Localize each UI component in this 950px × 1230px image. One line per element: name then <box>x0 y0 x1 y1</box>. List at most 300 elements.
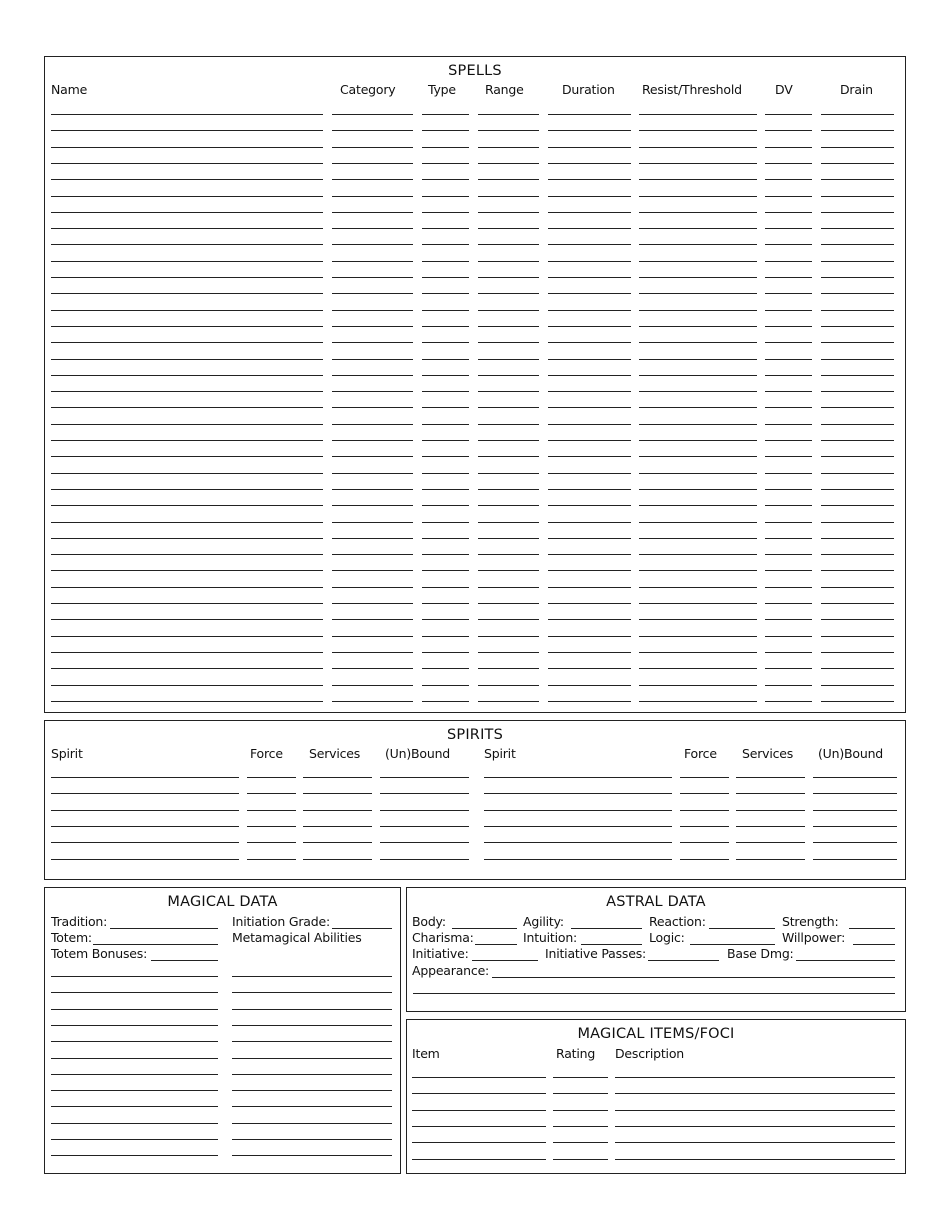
spell-line-row-29-col-1[interactable] <box>51 570 323 571</box>
magical-data-line-row-6-col-2[interactable] <box>232 1058 392 1059</box>
spell-line-row-12-col-4[interactable] <box>478 293 539 294</box>
spirit-line-row-1-col-4[interactable] <box>380 777 469 778</box>
spell-line-row-28-col-4[interactable] <box>478 554 539 555</box>
spirit-line-row-2-col-4[interactable] <box>380 793 469 794</box>
spell-line-row-26-col-1[interactable] <box>51 522 323 523</box>
spirit-line-row-3-col-5[interactable] <box>484 810 672 811</box>
spell-line-row-11-col-7[interactable] <box>765 277 812 278</box>
spell-line-row-5-col-8[interactable] <box>821 179 894 180</box>
spell-line-row-19-col-6[interactable] <box>639 407 757 408</box>
spell-line-row-15-col-1[interactable] <box>51 342 323 343</box>
spell-line-row-21-col-1[interactable] <box>51 440 323 441</box>
spell-line-row-36-col-8[interactable] <box>821 685 894 686</box>
spell-line-row-8-col-1[interactable] <box>51 228 323 229</box>
spell-line-row-9-col-2[interactable] <box>332 244 413 245</box>
agility-field[interactable] <box>571 928 642 929</box>
spell-line-row-36-col-1[interactable] <box>51 685 323 686</box>
spell-line-row-14-col-1[interactable] <box>51 326 323 327</box>
spirit-line-row-6-col-4[interactable] <box>380 859 469 860</box>
spell-line-row-28-col-6[interactable] <box>639 554 757 555</box>
spell-line-row-37-col-7[interactable] <box>765 701 812 702</box>
spell-line-row-1-col-1[interactable] <box>51 114 323 115</box>
spell-line-row-2-col-6[interactable] <box>639 130 757 131</box>
foci-line-row-2-col-2[interactable] <box>553 1093 608 1094</box>
spell-line-row-4-col-8[interactable] <box>821 163 894 164</box>
spell-line-row-4-col-2[interactable] <box>332 163 413 164</box>
spell-line-row-37-col-3[interactable] <box>422 701 469 702</box>
foci-line-row-4-col-2[interactable] <box>553 1126 608 1127</box>
foci-line-row-1-col-2[interactable] <box>553 1077 608 1078</box>
spirit-line-row-5-col-8[interactable] <box>813 842 897 843</box>
spell-line-row-1-col-4[interactable] <box>478 114 539 115</box>
spirit-line-row-4-col-4[interactable] <box>380 826 469 827</box>
magical-data-line-row-4-col-1[interactable] <box>51 1025 218 1026</box>
spell-line-row-1-col-5[interactable] <box>548 114 631 115</box>
spell-line-row-31-col-7[interactable] <box>765 603 812 604</box>
foci-line-row-6-col-3[interactable] <box>615 1159 895 1160</box>
spell-line-row-10-col-1[interactable] <box>51 261 323 262</box>
spell-line-row-25-col-3[interactable] <box>422 505 469 506</box>
spell-line-row-33-col-4[interactable] <box>478 636 539 637</box>
spell-line-row-1-col-6[interactable] <box>639 114 757 115</box>
spell-line-row-37-col-8[interactable] <box>821 701 894 702</box>
intuition-field[interactable] <box>581 944 642 945</box>
magical-data-line-row-8-col-2[interactable] <box>232 1090 392 1091</box>
spell-line-row-16-col-2[interactable] <box>332 359 413 360</box>
spirit-line-row-2-col-3[interactable] <box>303 793 372 794</box>
spell-line-row-16-col-5[interactable] <box>548 359 631 360</box>
spirit-line-row-5-col-4[interactable] <box>380 842 469 843</box>
spell-line-row-24-col-3[interactable] <box>422 489 469 490</box>
magical-data-line-row-6-col-1[interactable] <box>51 1058 218 1059</box>
spell-line-row-13-col-7[interactable] <box>765 310 812 311</box>
spell-line-row-28-col-8[interactable] <box>821 554 894 555</box>
spell-line-row-18-col-6[interactable] <box>639 391 757 392</box>
spirit-line-row-1-col-1[interactable] <box>51 777 239 778</box>
magical-data-line-row-2-col-1[interactable] <box>51 992 218 993</box>
spell-line-row-10-col-5[interactable] <box>548 261 631 262</box>
spell-line-row-9-col-3[interactable] <box>422 244 469 245</box>
spirit-line-row-4-col-3[interactable] <box>303 826 372 827</box>
spell-line-row-13-col-5[interactable] <box>548 310 631 311</box>
spirit-line-row-3-col-8[interactable] <box>813 810 897 811</box>
spirit-line-row-2-col-5[interactable] <box>484 793 672 794</box>
spell-line-row-7-col-5[interactable] <box>548 212 631 213</box>
spell-line-row-25-col-6[interactable] <box>639 505 757 506</box>
spell-line-row-26-col-3[interactable] <box>422 522 469 523</box>
spirit-line-row-6-col-5[interactable] <box>484 859 672 860</box>
spell-line-row-15-col-7[interactable] <box>765 342 812 343</box>
spell-line-row-37-col-6[interactable] <box>639 701 757 702</box>
spell-line-row-13-col-1[interactable] <box>51 310 323 311</box>
spell-line-row-27-col-4[interactable] <box>478 538 539 539</box>
spell-line-row-32-col-4[interactable] <box>478 619 539 620</box>
spell-line-row-2-col-7[interactable] <box>765 130 812 131</box>
spell-line-row-34-col-6[interactable] <box>639 652 757 653</box>
totem-field[interactable] <box>93 944 218 945</box>
spell-line-row-12-col-2[interactable] <box>332 293 413 294</box>
spirit-line-row-1-col-5[interactable] <box>484 777 672 778</box>
spirit-line-row-5-col-6[interactable] <box>680 842 729 843</box>
spell-line-row-4-col-6[interactable] <box>639 163 757 164</box>
spell-line-row-30-col-4[interactable] <box>478 587 539 588</box>
initiative-field[interactable] <box>472 960 538 961</box>
spell-line-row-5-col-3[interactable] <box>422 179 469 180</box>
spell-line-row-13-col-3[interactable] <box>422 310 469 311</box>
spell-line-row-7-col-2[interactable] <box>332 212 413 213</box>
spell-line-row-17-col-7[interactable] <box>765 375 812 376</box>
spell-line-row-28-col-3[interactable] <box>422 554 469 555</box>
spell-line-row-21-col-3[interactable] <box>422 440 469 441</box>
spell-line-row-2-col-4[interactable] <box>478 130 539 131</box>
spell-line-row-27-col-6[interactable] <box>639 538 757 539</box>
spell-line-row-37-col-5[interactable] <box>548 701 631 702</box>
spell-line-row-21-col-7[interactable] <box>765 440 812 441</box>
spell-line-row-3-col-4[interactable] <box>478 147 539 148</box>
spell-line-row-28-col-1[interactable] <box>51 554 323 555</box>
spell-line-row-10-col-8[interactable] <box>821 261 894 262</box>
spell-line-row-22-col-8[interactable] <box>821 456 894 457</box>
spell-line-row-35-col-8[interactable] <box>821 668 894 669</box>
spell-line-row-27-col-7[interactable] <box>765 538 812 539</box>
spirit-line-row-5-col-3[interactable] <box>303 842 372 843</box>
spell-line-row-29-col-6[interactable] <box>639 570 757 571</box>
spell-line-row-24-col-8[interactable] <box>821 489 894 490</box>
spell-line-row-13-col-8[interactable] <box>821 310 894 311</box>
spell-line-row-7-col-7[interactable] <box>765 212 812 213</box>
initiative-passes-field[interactable] <box>648 960 719 961</box>
spell-line-row-25-col-8[interactable] <box>821 505 894 506</box>
spell-line-row-10-col-4[interactable] <box>478 261 539 262</box>
spell-line-row-12-col-8[interactable] <box>821 293 894 294</box>
spell-line-row-32-col-8[interactable] <box>821 619 894 620</box>
spell-line-row-7-col-6[interactable] <box>639 212 757 213</box>
magical-data-line-row-5-col-2[interactable] <box>232 1041 392 1042</box>
spirit-line-row-4-col-6[interactable] <box>680 826 729 827</box>
spell-line-row-19-col-2[interactable] <box>332 407 413 408</box>
foci-line-row-1-col-1[interactable] <box>412 1077 546 1078</box>
spell-line-row-33-col-2[interactable] <box>332 636 413 637</box>
spell-line-row-10-col-2[interactable] <box>332 261 413 262</box>
charisma-field[interactable] <box>475 944 517 945</box>
spirit-line-row-6-col-1[interactable] <box>51 859 239 860</box>
spell-line-row-26-col-2[interactable] <box>332 522 413 523</box>
spell-line-row-6-col-4[interactable] <box>478 196 539 197</box>
spell-line-row-33-col-7[interactable] <box>765 636 812 637</box>
spell-line-row-23-col-8[interactable] <box>821 473 894 474</box>
spell-line-row-10-col-7[interactable] <box>765 261 812 262</box>
spell-line-row-3-col-2[interactable] <box>332 147 413 148</box>
spell-line-row-34-col-4[interactable] <box>478 652 539 653</box>
spell-line-row-14-col-3[interactable] <box>422 326 469 327</box>
spell-line-row-18-col-4[interactable] <box>478 391 539 392</box>
spell-line-row-3-col-6[interactable] <box>639 147 757 148</box>
spell-line-row-32-col-6[interactable] <box>639 619 757 620</box>
appearance-field[interactable] <box>492 977 895 978</box>
spell-line-row-22-col-5[interactable] <box>548 456 631 457</box>
spell-line-row-18-col-7[interactable] <box>765 391 812 392</box>
magical-data-line-row-12-col-1[interactable] <box>51 1155 218 1156</box>
spell-line-row-16-col-7[interactable] <box>765 359 812 360</box>
spell-line-row-36-col-4[interactable] <box>478 685 539 686</box>
spirit-line-row-4-col-8[interactable] <box>813 826 897 827</box>
spell-line-row-37-col-4[interactable] <box>478 701 539 702</box>
spell-line-row-27-col-5[interactable] <box>548 538 631 539</box>
spell-line-row-25-col-7[interactable] <box>765 505 812 506</box>
foci-line-row-5-col-3[interactable] <box>615 1142 895 1143</box>
spell-line-row-25-col-2[interactable] <box>332 505 413 506</box>
spirit-line-row-2-col-7[interactable] <box>736 793 805 794</box>
spell-line-row-36-col-6[interactable] <box>639 685 757 686</box>
spell-line-row-19-col-5[interactable] <box>548 407 631 408</box>
spell-line-row-17-col-8[interactable] <box>821 375 894 376</box>
spell-line-row-36-col-2[interactable] <box>332 685 413 686</box>
spell-line-row-27-col-8[interactable] <box>821 538 894 539</box>
spell-line-row-9-col-4[interactable] <box>478 244 539 245</box>
spell-line-row-14-col-6[interactable] <box>639 326 757 327</box>
spell-line-row-34-col-8[interactable] <box>821 652 894 653</box>
spell-line-row-3-col-5[interactable] <box>548 147 631 148</box>
spell-line-row-21-col-8[interactable] <box>821 440 894 441</box>
spell-line-row-22-col-1[interactable] <box>51 456 323 457</box>
spell-line-row-16-col-8[interactable] <box>821 359 894 360</box>
magical-data-line-row-9-col-2[interactable] <box>232 1106 392 1107</box>
spell-line-row-24-col-4[interactable] <box>478 489 539 490</box>
spell-line-row-28-col-7[interactable] <box>765 554 812 555</box>
spell-line-row-5-col-6[interactable] <box>639 179 757 180</box>
spirit-line-row-3-col-2[interactable] <box>247 810 296 811</box>
spell-line-row-14-col-5[interactable] <box>548 326 631 327</box>
spell-line-row-32-col-3[interactable] <box>422 619 469 620</box>
spell-line-row-1-col-2[interactable] <box>332 114 413 115</box>
spell-line-row-34-col-5[interactable] <box>548 652 631 653</box>
spell-line-row-12-col-1[interactable] <box>51 293 323 294</box>
spell-line-row-32-col-5[interactable] <box>548 619 631 620</box>
foci-line-row-3-col-1[interactable] <box>412 1110 546 1111</box>
reaction-field[interactable] <box>709 928 775 929</box>
magical-data-line-row-3-col-2[interactable] <box>232 1009 392 1010</box>
spell-line-row-23-col-4[interactable] <box>478 473 539 474</box>
spell-line-row-32-col-1[interactable] <box>51 619 323 620</box>
spell-line-row-24-col-1[interactable] <box>51 489 323 490</box>
strength-field[interactable] <box>849 928 895 929</box>
spell-line-row-11-col-3[interactable] <box>422 277 469 278</box>
foci-line-row-4-col-3[interactable] <box>615 1126 895 1127</box>
spell-line-row-23-col-1[interactable] <box>51 473 323 474</box>
spell-line-row-35-col-7[interactable] <box>765 668 812 669</box>
spell-line-row-35-col-5[interactable] <box>548 668 631 669</box>
spell-line-row-8-col-5[interactable] <box>548 228 631 229</box>
spell-line-row-5-col-2[interactable] <box>332 179 413 180</box>
spell-line-row-14-col-7[interactable] <box>765 326 812 327</box>
spell-line-row-33-col-1[interactable] <box>51 636 323 637</box>
spell-line-row-34-col-1[interactable] <box>51 652 323 653</box>
spell-line-row-12-col-5[interactable] <box>548 293 631 294</box>
spell-line-row-31-col-1[interactable] <box>51 603 323 604</box>
spell-line-row-9-col-5[interactable] <box>548 244 631 245</box>
spell-line-row-5-col-4[interactable] <box>478 179 539 180</box>
spell-line-row-22-col-6[interactable] <box>639 456 757 457</box>
spell-line-row-16-col-6[interactable] <box>639 359 757 360</box>
spell-line-row-10-col-6[interactable] <box>639 261 757 262</box>
spirit-line-row-1-col-3[interactable] <box>303 777 372 778</box>
spell-line-row-12-col-3[interactable] <box>422 293 469 294</box>
spell-line-row-6-col-8[interactable] <box>821 196 894 197</box>
spell-line-row-33-col-3[interactable] <box>422 636 469 637</box>
spell-line-row-30-col-8[interactable] <box>821 587 894 588</box>
spell-line-row-11-col-4[interactable] <box>478 277 539 278</box>
spirit-line-row-4-col-7[interactable] <box>736 826 805 827</box>
spirit-line-row-6-col-2[interactable] <box>247 859 296 860</box>
magical-data-line-row-10-col-1[interactable] <box>51 1123 218 1124</box>
spell-line-row-30-col-2[interactable] <box>332 587 413 588</box>
spell-line-row-1-col-8[interactable] <box>821 114 894 115</box>
spell-line-row-1-col-3[interactable] <box>422 114 469 115</box>
spell-line-row-16-col-4[interactable] <box>478 359 539 360</box>
base-dmg-field[interactable] <box>796 960 895 961</box>
spell-line-row-2-col-1[interactable] <box>51 130 323 131</box>
magical-data-line-row-11-col-1[interactable] <box>51 1139 218 1140</box>
spell-line-row-31-col-5[interactable] <box>548 603 631 604</box>
spell-line-row-25-col-5[interactable] <box>548 505 631 506</box>
spirit-line-row-3-col-7[interactable] <box>736 810 805 811</box>
spell-line-row-33-col-8[interactable] <box>821 636 894 637</box>
foci-line-row-1-col-3[interactable] <box>615 1077 895 1078</box>
spell-line-row-35-col-6[interactable] <box>639 668 757 669</box>
spell-line-row-22-col-4[interactable] <box>478 456 539 457</box>
spell-line-row-4-col-4[interactable] <box>478 163 539 164</box>
spell-line-row-17-col-4[interactable] <box>478 375 539 376</box>
spell-line-row-14-col-2[interactable] <box>332 326 413 327</box>
spell-line-row-6-col-7[interactable] <box>765 196 812 197</box>
spirit-line-row-6-col-3[interactable] <box>303 859 372 860</box>
spell-line-row-36-col-5[interactable] <box>548 685 631 686</box>
spell-line-row-17-col-3[interactable] <box>422 375 469 376</box>
spell-line-row-7-col-8[interactable] <box>821 212 894 213</box>
spell-line-row-18-col-2[interactable] <box>332 391 413 392</box>
spell-line-row-29-col-2[interactable] <box>332 570 413 571</box>
spell-line-row-37-col-1[interactable] <box>51 701 323 702</box>
spell-line-row-29-col-5[interactable] <box>548 570 631 571</box>
magical-data-line-row-11-col-2[interactable] <box>232 1139 392 1140</box>
spell-line-row-6-col-5[interactable] <box>548 196 631 197</box>
spell-line-row-34-col-2[interactable] <box>332 652 413 653</box>
spell-line-row-5-col-7[interactable] <box>765 179 812 180</box>
spell-line-row-6-col-6[interactable] <box>639 196 757 197</box>
magical-data-line-row-1-col-1[interactable] <box>51 976 218 977</box>
spell-line-row-23-col-5[interactable] <box>548 473 631 474</box>
initiation-grade-field[interactable] <box>332 928 392 929</box>
spell-line-row-26-col-5[interactable] <box>548 522 631 523</box>
body-field[interactable] <box>452 928 517 929</box>
spell-line-row-13-col-6[interactable] <box>639 310 757 311</box>
spell-line-row-6-col-3[interactable] <box>422 196 469 197</box>
spell-line-row-11-col-2[interactable] <box>332 277 413 278</box>
spell-line-row-8-col-4[interactable] <box>478 228 539 229</box>
foci-line-row-3-col-3[interactable] <box>615 1110 895 1111</box>
spell-line-row-21-col-5[interactable] <box>548 440 631 441</box>
spell-line-row-3-col-3[interactable] <box>422 147 469 148</box>
spirit-line-row-1-col-7[interactable] <box>736 777 805 778</box>
spirit-line-row-5-col-5[interactable] <box>484 842 672 843</box>
spell-line-row-4-col-7[interactable] <box>765 163 812 164</box>
spell-line-row-30-col-6[interactable] <box>639 587 757 588</box>
spirit-line-row-3-col-1[interactable] <box>51 810 239 811</box>
spell-line-row-19-col-7[interactable] <box>765 407 812 408</box>
spell-line-row-21-col-4[interactable] <box>478 440 539 441</box>
spell-line-row-23-col-6[interactable] <box>639 473 757 474</box>
logic-field[interactable] <box>690 944 775 945</box>
spell-line-row-12-col-6[interactable] <box>639 293 757 294</box>
spell-line-row-27-col-3[interactable] <box>422 538 469 539</box>
foci-line-row-5-col-2[interactable] <box>553 1142 608 1143</box>
spell-line-row-35-col-2[interactable] <box>332 668 413 669</box>
spell-line-row-22-col-2[interactable] <box>332 456 413 457</box>
spell-line-row-34-col-7[interactable] <box>765 652 812 653</box>
magical-data-line-row-5-col-1[interactable] <box>51 1041 218 1042</box>
spell-line-row-9-col-1[interactable] <box>51 244 323 245</box>
spell-line-row-2-col-3[interactable] <box>422 130 469 131</box>
magical-data-line-row-12-col-2[interactable] <box>232 1155 392 1156</box>
spell-line-row-1-col-7[interactable] <box>765 114 812 115</box>
spell-line-row-21-col-6[interactable] <box>639 440 757 441</box>
spell-line-row-7-col-1[interactable] <box>51 212 323 213</box>
spell-line-row-2-col-2[interactable] <box>332 130 413 131</box>
foci-line-row-2-col-1[interactable] <box>412 1093 546 1094</box>
spell-line-row-19-col-8[interactable] <box>821 407 894 408</box>
spirit-line-row-4-col-2[interactable] <box>247 826 296 827</box>
foci-line-row-2-col-3[interactable] <box>615 1093 895 1094</box>
spell-line-row-27-col-1[interactable] <box>51 538 323 539</box>
magical-data-line-row-8-col-1[interactable] <box>51 1090 218 1091</box>
spell-line-row-28-col-5[interactable] <box>548 554 631 555</box>
spirit-line-row-1-col-6[interactable] <box>680 777 729 778</box>
spell-line-row-36-col-3[interactable] <box>422 685 469 686</box>
spirit-line-row-3-col-4[interactable] <box>380 810 469 811</box>
spirit-line-row-6-col-8[interactable] <box>813 859 897 860</box>
spell-line-row-21-col-2[interactable] <box>332 440 413 441</box>
spell-line-row-23-col-2[interactable] <box>332 473 413 474</box>
spell-line-row-19-col-4[interactable] <box>478 407 539 408</box>
spell-line-row-31-col-3[interactable] <box>422 603 469 604</box>
spell-line-row-8-col-2[interactable] <box>332 228 413 229</box>
spirit-line-row-5-col-7[interactable] <box>736 842 805 843</box>
spirit-line-row-5-col-1[interactable] <box>51 842 239 843</box>
magical-data-line-row-9-col-1[interactable] <box>51 1106 218 1107</box>
spell-line-row-13-col-2[interactable] <box>332 310 413 311</box>
spell-line-row-2-col-5[interactable] <box>548 130 631 131</box>
spell-line-row-24-col-7[interactable] <box>765 489 812 490</box>
spell-line-row-35-col-4[interactable] <box>478 668 539 669</box>
spell-line-row-29-col-4[interactable] <box>478 570 539 571</box>
spell-line-row-32-col-2[interactable] <box>332 619 413 620</box>
spell-line-row-3-col-7[interactable] <box>765 147 812 148</box>
spell-line-row-31-col-8[interactable] <box>821 603 894 604</box>
spell-line-row-35-col-1[interactable] <box>51 668 323 669</box>
spirit-line-row-4-col-5[interactable] <box>484 826 672 827</box>
spirit-line-row-1-col-2[interactable] <box>247 777 296 778</box>
spell-line-row-15-col-8[interactable] <box>821 342 894 343</box>
spell-line-row-26-col-6[interactable] <box>639 522 757 523</box>
magical-data-line-row-10-col-2[interactable] <box>232 1123 392 1124</box>
spell-line-row-30-col-7[interactable] <box>765 587 812 588</box>
spell-line-row-20-col-1[interactable] <box>51 424 323 425</box>
spell-line-row-7-col-4[interactable] <box>478 212 539 213</box>
spirit-line-row-5-col-2[interactable] <box>247 842 296 843</box>
spell-line-row-8-col-6[interactable] <box>639 228 757 229</box>
spell-line-row-23-col-7[interactable] <box>765 473 812 474</box>
spell-line-row-17-col-1[interactable] <box>51 375 323 376</box>
